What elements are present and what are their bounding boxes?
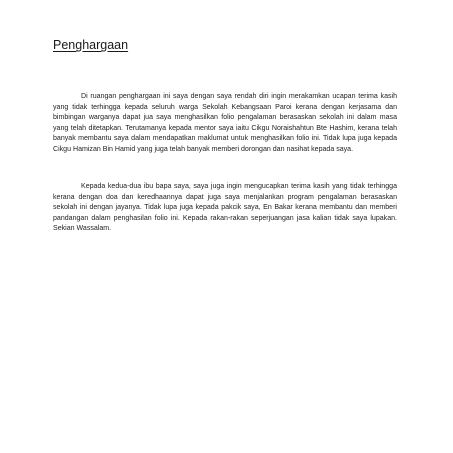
page-title: Penghargaan: [53, 38, 129, 52]
paragraph-acknowledgement-school: Di ruangan penghargaan ini saya dengan saya rendah diri ingin merakamkan ucapan terima kasih yang tidak terhingga kepada seluruh warga Sekolah Kebangsaan Paroi kerana dengan kerjasama dan bimbingan warganya dapat jua saya menghasilkan folio pengalaman berasaskan sekolah ini dalam masa yang telah ditetapkan. Terutamanya kepada mentor saya iaitu Cikgu Noraishahtun Bte Hashim, kerana telah banyak membantu saya dalam mendapatkan maklumat untuk menghasilkan folio ini. Tidak lupa juga kepada Cikgu Hamizan Bin Hamid yang juga telah banyak memberi dorongan dan nasihat kepada saya.: [53, 93, 397, 153]
paragraph-acknowledgement-family: Kepada kedua-dua ibu bapa saya, saya juga ingin mengucapkan terima kasih yang tidak terhingga kerana dengan doa dan keredhaannya dapat juga saya menjalankan program pengalaman berasaskan sekolah ini dengan jayanya. Tidak lupa juga kepada pakcik saya, En Bakar kerana membantu dan memberi pandangan dalam penghasilan folio ini. Kepada rakan-rakan seperjuangan jasa kalian tidak saya lupakan. Sekian Wassalam.: [53, 183, 397, 233]
